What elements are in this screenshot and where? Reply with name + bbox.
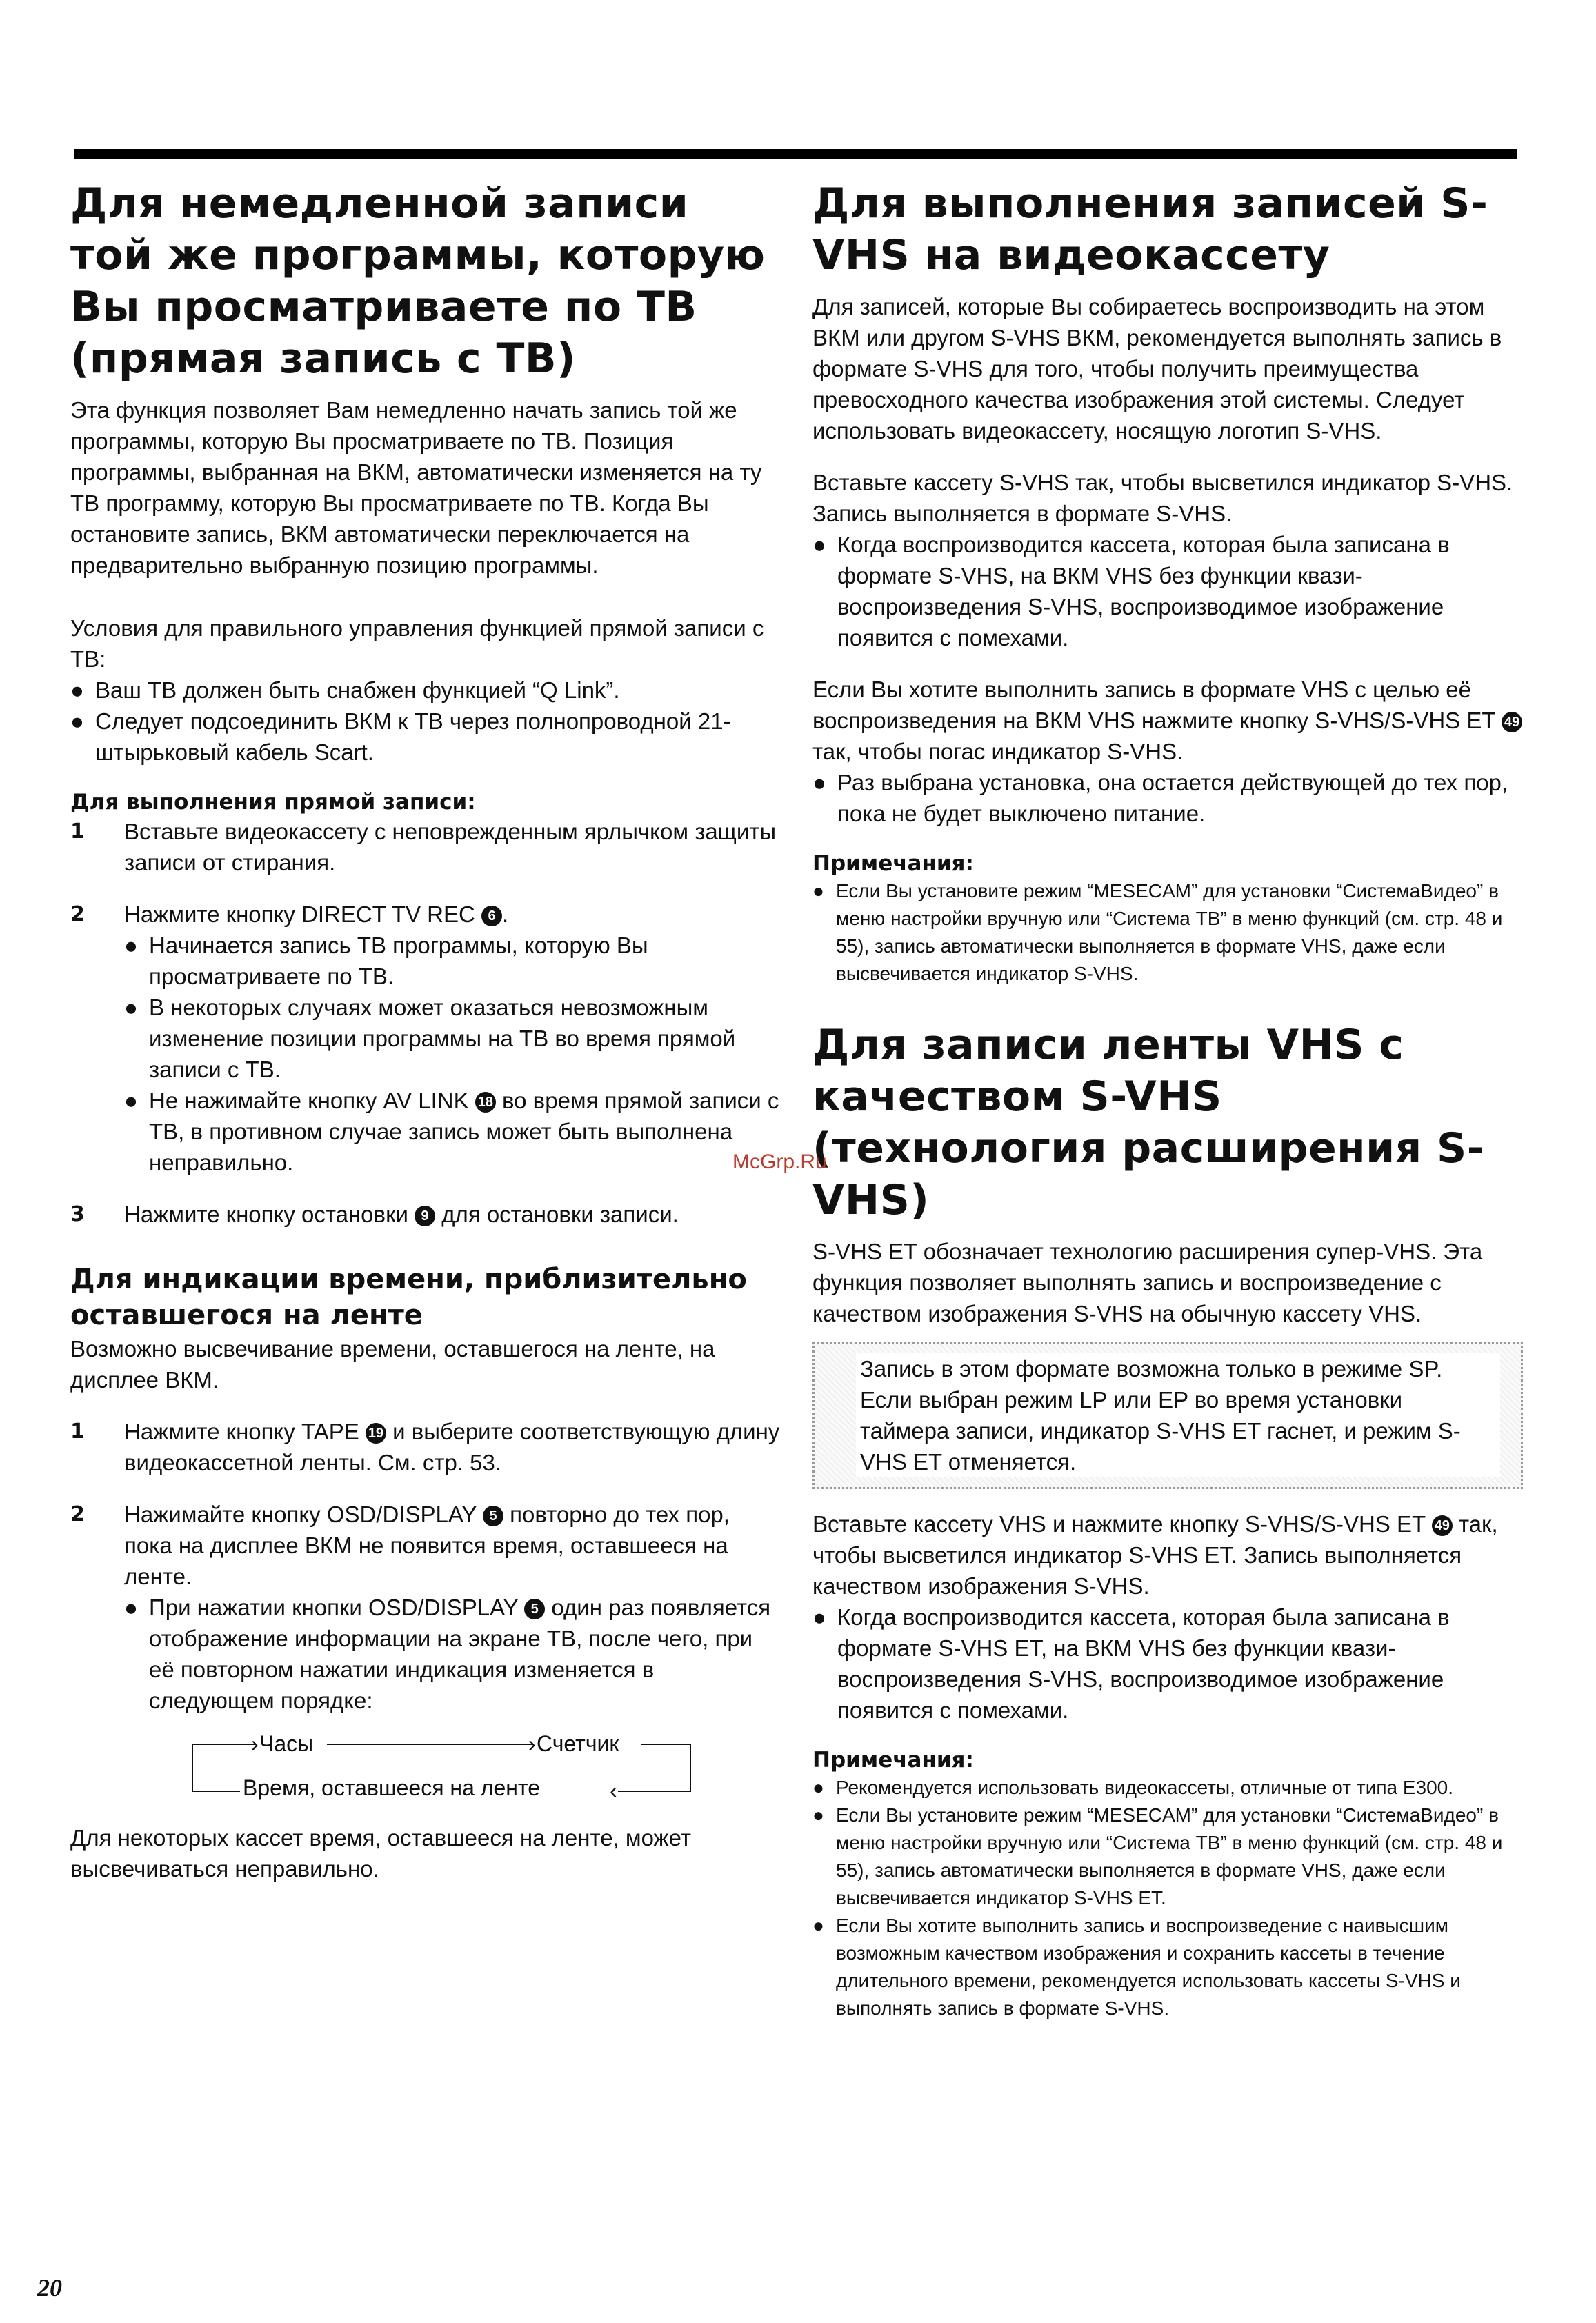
list-item: ● Ваш ТВ должен быть снабжен функцией “Q Link”. [70, 677, 620, 703]
note-item: ● Если Вы установите режим “MESECAM” для установки “СистемаВидео” в меню настройки вручную или “Система ТВ” в меню функций (см. стр. 48 и 55), запись автоматически выполняется в формате VHS, даже если высвечивается индикатор S-VHS ET. [812, 1804, 1503, 1908]
direct-record-intro: Эта функция позволяет Вам немедленно начать запись той же программы, которую Вы просматриваете по ТВ. Позиция программы, выбранная на ВКМ, автоматически изменяется на ту ТВ программу, которую Вы просматриваете по ТВ. Когда Вы остановите запись, ВКМ автоматически переключается на предварительно выбранную позицию программы. [70, 397, 762, 578]
note-item: ● Рекомендуется использовать видеокассеты, отличные от типа E300. [812, 1777, 1454, 1798]
vhs-paragraph: Если Вы хотите выполнить запись в формате VHS с целью её воспроизведения на ВКМ VHS нажмите кнопку S-VHS/S-VHS ET 49 так, чтобы погас индикатор S-VHS. [812, 674, 1523, 767]
time-step-1: 1 Нажмите кнопку TAPE 19 и выберите соответствующую длину видеокассетной ленты. См. стр. 53. [70, 1419, 780, 1475]
svhs-et-title: Для записи ленты VHS с качеством S-VHS (технология расширения S-VHS) [812, 1021, 1485, 1224]
list-item: ● При нажатии кнопки OSD/DISPLAY 5 один раз появляется отображение информации на экране ТВ, после чего, при её повторном нажатии индикация изменяется в следующем порядке: [124, 1595, 771, 1713]
button-ref-icon: 5 [483, 1506, 503, 1526]
button-ref-icon: 19 [366, 1423, 386, 1444]
svhs-intro: Для записей, которые Вы собираетесь воспроизводить на этом ВКМ или другом S-VHS ВКМ, рекомендуется выполнять запись в формате S-VHS для того, чтобы получить преимущества превосходного качества изображения этой системы. Следует использовать видеокассету, носящую логотип S-VHS. [812, 294, 1502, 443]
conditions-intro: Условия для правильного управления функцией прямой записи с ТВ: [70, 615, 764, 672]
direct-heading: Для выполнения прямой записи: [70, 790, 476, 815]
step-3: 3 Нажмите кнопку остановки 9 для остановки записи. [70, 1202, 679, 1227]
list-item: ● В некоторых случаях может оказаться невозможным изменение позиции программы на ТВ во время прямой записи с ТВ. [124, 995, 736, 1082]
direct-record-title: Для немедленной записи той же программы, которую Вы просматриваете по ТВ (прямая запись с ТВ) [70, 179, 766, 383]
notes-heading: Примечания: [812, 851, 974, 876]
cycle-remaining: Время, оставшееся на ленте [243, 1775, 541, 1800]
time-footer: Для некоторых кассет время, оставшееся на ленте, может высвечиваться неправильно. [70, 1825, 692, 1882]
note-item: ● Если Вы хотите выполнить запись и воспроизведение с наивысшим возможным качеством изображения и сохранить кассеты в течение длительного времени, рекомендуется использовать кассеты S-VHS и выполнять запись в формате S-VHS. [812, 1915, 1461, 2019]
cycle-counter: Счетчик [537, 1731, 619, 1756]
list-item: ● Когда воспроизводится кассета, которая была записана в формате S-VHS, на ВКМ VHS без функции квази-воспроизведения S-VHS, воспроизводимое изображение появится с помехами. [812, 532, 1450, 650]
note-item: ● Если Вы установите режим “MESECAM” для установки “СистемаВидео” в меню настройки вручную или “Система ТВ” в меню функций (см. стр. 48 и 55), запись автоматически выполняется в формате VHS, даже если высвечивается индикатор S-VHS. [812, 880, 1503, 984]
time-heading: Для индикации времени, приблизительно оставшегося на ленте [70, 1264, 747, 1331]
display-cycle-diagram: › Часы › Счетчик Время, оставшееся на ленте ‹ [70, 1730, 781, 1806]
list-item: ● Раз выбрана установка, она остается действующей до тех пор, пока не будет выключено питание. [812, 770, 1508, 826]
et-paragraph: Вставьте кассету VHS и нажмите кнопку S-VHS/S-VHS ET 49 так, чтобы высветился индикатор S-VHS ET. Запись выполняется качеством изображения S-VHS. [812, 1511, 1498, 1599]
svhs-title: Для выполнения записей S-VHS на видеокассету [812, 179, 1488, 279]
svhs-et-intro: S-VHS ET обозначает технологию расширения супер-VHS. Эта функция позволяет выполнять запись и воспроизведение с качеством изображения S-VHS на обычную кассету VHS. [812, 1239, 1483, 1326]
watermark: McGrp.Ru [732, 1150, 827, 1173]
button-ref-icon: 49 [1502, 712, 1522, 732]
button-ref-icon: 6 [481, 906, 502, 926]
button-ref-icon: 5 [524, 1599, 545, 1619]
time-step-2: 2 Нажимайте кнопку OSD/DISPLAY 5 повторно до тех пор, пока на дисплее ВКМ не появится время, оставшееся на ленте. [70, 1502, 730, 1589]
list-item: ● Не нажимайте кнопку AV LINK 18 во время прямой записи с ТВ, в противном случае запись может быть выполнена неправильно. [124, 1088, 779, 1175]
sp-mode-notice-box: Запись в этом формате возможна только в режиме SP. Если выбран режим LP или EP во время установки таймера записи, индикатор S-VHS ET гаснет, и режим S-VHS ET отменяется. [812, 1342, 1523, 1489]
button-ref-icon: 18 [475, 1092, 496, 1113]
right-column [812, 178, 1523, 2022]
time-intro: Возможно высвечивание времени, оставшегося на ленте, на дисплее ВКМ. [70, 1336, 715, 1393]
list-item: ● Начинается запись ТВ программы, которую Вы просматриваете по ТВ. [124, 933, 648, 989]
button-ref-icon: 9 [415, 1206, 435, 1226]
list-item: ● Когда воспроизводится кассета, которая была записана в формате S-VHS ET, на ВКМ VHS без функции квази-воспроизведения S-VHS, воспроизводимое изображение появится с помехами. [812, 1604, 1450, 1723]
svhs-insert: Вставьте кассету S-VHS так, чтобы высветился индикатор S-VHS. Запись выполняется в формате S-VHS. [812, 470, 1513, 526]
step-2: 2 Нажмите кнопку DIRECT TV REC 6 . [70, 901, 509, 927]
page-number: 20 [37, 2274, 62, 2302]
button-ref-icon: 49 [1432, 1515, 1453, 1536]
cycle-hours: Часы [259, 1731, 314, 1756]
left-column [70, 178, 781, 1884]
list-item: ● Следует подсоединить ВКМ к ТВ через полнопроводной 21-штырьковый кабель Scart. [70, 708, 731, 765]
notes-heading-2: Примечания: [812, 1748, 974, 1773]
step-1: 1 Вставьте видеокассету с неповрежденным ярлычком защиты записи от стирания. [70, 819, 777, 875]
top-rule [74, 149, 1517, 159]
